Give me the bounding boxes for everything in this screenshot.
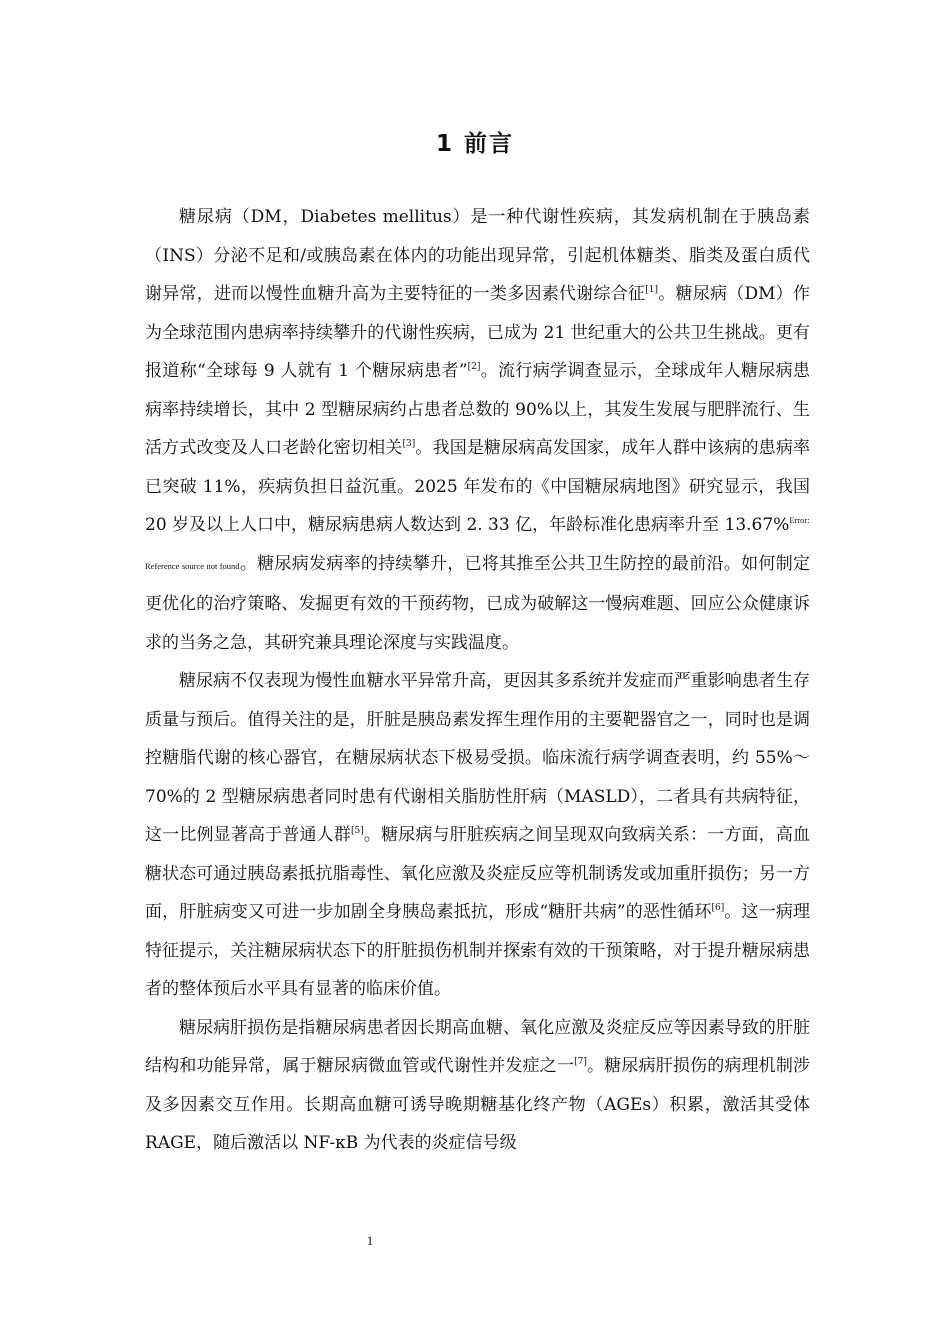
section-title: 1 前言 [435, 131, 514, 157]
reference-error-text: Reference source not found [145, 560, 240, 571]
citation-7: [7] [574, 1057, 587, 1067]
paragraph-3-text-a: 糖尿病肝损伤是指糖尿病患者因长期高血糖、氧化应激及炎症反应等因素导致的肝脏结构和功能异常，属于糖尿病微血管或代谢性并发症之一 [145, 1017, 810, 1076]
citation-1: [1] [645, 285, 658, 295]
paragraph-2-text-a: 糖尿病不仅表现为慢性血糖水平异常升高，更因其多系统并发症而严重影响患者生存质量与预后。值得关注的是，肝脏是胰岛素发挥生理作用的主要靶器官之一，同时也是调控糖脂代谢的核心器官，在糖尿病状态下极易受损。临床流行病学调查表明，约 55%～70%的 2 型糖尿病患者同时患有代谢相关脂肪性肝病（MASLD），二者具有共病特征，这一比例显著高于普通人群 [145, 671, 810, 845]
paragraph-2-text-c: 。这一病理特征提示，关注糖尿病状态下的肝脏损伤机制并探索有效的干预策略，对于提升糖尿病患者的整体预后水平具有显著的临床价值。 [145, 902, 811, 999]
paragraph-2-text-b: 。糖尿病与肝脏疾病之间呈现双向致病关系：一方面，高血糖状态可通过胰岛素抵抗脂毒性、氧化应激及炎症反应等机制诱发或加重肝损伤；另一方面，肝脏病变又可进一步加剧全身胰岛素抵抗，形成“糖肝共病”的恶性循环 [145, 825, 811, 922]
reference-error-superscript: Error: [789, 515, 810, 525]
paragraph-1-text-b: 。糖尿病（DM）作为全球范围内患病率持续攀升的代谢性疾病，已成为 21 世纪重大的公共卫生挑战。更有报道称“全球每 9 人就有 1 个糖尿病患者” [145, 284, 810, 381]
paragraph-3-text-b: 。糖尿病肝损伤的病理机制涉及多因素交互作用。长期高血糖可诱导晚期糖基化终产物（AGEs）积累，激活其受体 RAGE，随后激活以 NF-κB 为代表的炎症信号级 [145, 1056, 811, 1153]
paragraph-1-text-d: 。我国是糖尿病高发国家，成年人群中该病的患病率已突破 11%，疾病负担日益沉重。2025 年发布的《中国糖尿病地图》研究显示，我国 20 岁及以上人口中，糖尿病患病人数达到 2. 33 亿，年龄标准化患病率升至 13.67% [145, 438, 811, 535]
paragraph-1-text-a: 糖尿病（DM，Diabetes mellitus）是一种代谢性疾病，其发病机制在于胰岛素（INS）分泌不足和/或胰岛素在体内的功能出现异常，引起机体糖类、脂类及蛋白质代谢异常，进而以慢性血糖升高为主要特征的一类多因素代谢综合征 [145, 207, 810, 304]
page-number: 1 [366, 1233, 374, 1248]
paragraph-1-text-c: 。流行病学调查显示，全球成年人糖尿病患病率持续增长，其中 2 型糖尿病约占患者总数的 90%以上，其发生发展与肥胖流行、生活方式改变及人口老龄化密切相关 [145, 361, 810, 458]
paragraph-3 [145, 1009, 810, 1163]
citation-2: [2] [467, 362, 481, 372]
citation-5: [5] [350, 826, 364, 836]
paragraph-1-text-e: 。糖尿病发病率的持续攀升，已将其推至公共卫生防控的最前沿。如何制定更优化的治疗策略、发掘更有效的干预药物，已成为破解这一慢病难题、回应公众健康诉求的当务之急，其研究兼具理论深度与实践温度。 [145, 553, 810, 653]
paragraph-1 [145, 198, 810, 662]
paragraph-2 [145, 662, 810, 1009]
body-text [145, 198, 810, 1163]
citation-6: [6] [711, 903, 725, 913]
citation-3: [3] [402, 439, 416, 449]
